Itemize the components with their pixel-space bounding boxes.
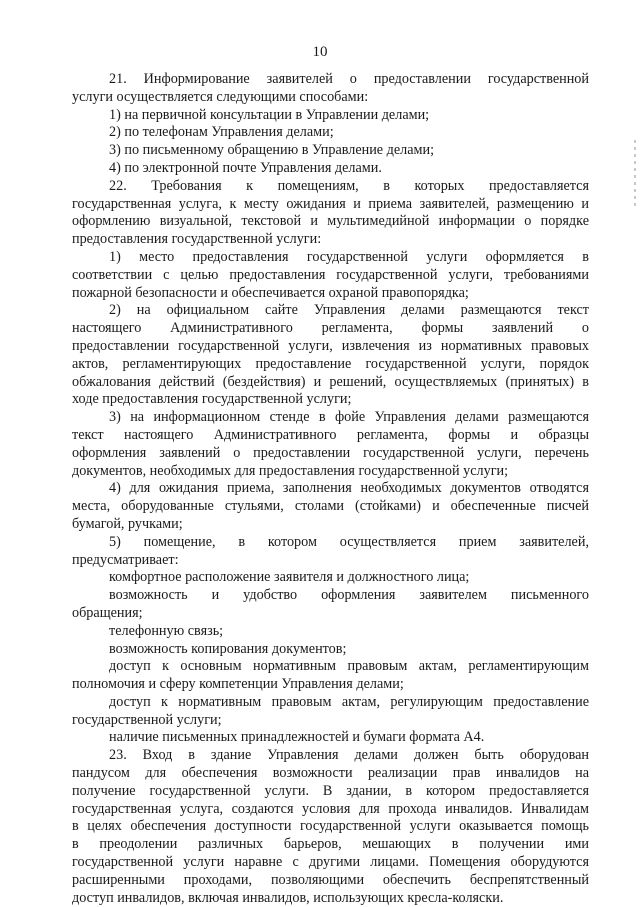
text-line: 2) на официальном сайте Управления делами размещаются текст xyxy=(109,302,589,319)
text-line: места, оборудованные стульями, столами (стойками) и обеспеченные писчей xyxy=(72,498,589,515)
text-line: 21. Информирование заявителей о предоставлении государственной xyxy=(109,71,589,87)
paragraph xyxy=(72,124,589,142)
text-line: документов, необходимых для предоставления государственной услуги; xyxy=(72,462,509,479)
text-line: бумагой, ручками; xyxy=(72,515,183,532)
text-line: доступ к основным нормативным правовым актам, регламентирующим xyxy=(109,658,589,675)
text-line: возможность копирования документов; xyxy=(109,640,347,657)
paragraph xyxy=(72,142,589,160)
paragraph xyxy=(72,534,589,570)
paragraph xyxy=(72,178,589,249)
paragraph xyxy=(72,658,589,694)
text-line: доступ инвалидов, включая инвалидов, использующих кресла-коляски. xyxy=(72,889,504,906)
text-line: в преодолении различных барьеров, мешающих в получении ими xyxy=(72,836,589,853)
paragraph xyxy=(72,694,589,730)
text-line: пандусом для обеспечения возможности реализации прав инвалидов на xyxy=(72,765,589,782)
paragraph xyxy=(72,747,589,907)
text-line: пожарной безопасности и обеспечивается охраной правопорядка; xyxy=(72,284,469,301)
text-line: полномочия и сферу компетенции Управления делами; xyxy=(72,676,404,693)
paragraph xyxy=(72,249,589,302)
text-line: 2) по телефонам Управления делами; xyxy=(109,124,334,141)
text-line: актов, регламентирующих предоставление государственной услуги, порядок xyxy=(72,355,589,372)
text-line: государственной услуги наравне с другими лицами. Помещения оборудуются xyxy=(72,854,589,871)
text-line: услуги осуществляется следующими способами: xyxy=(72,88,369,105)
paragraph xyxy=(72,160,589,178)
text-line: оформления заявлений о предоставлении государственной услуги, перечень xyxy=(72,444,589,461)
text-line: 3) по письменному обращению в Управление делами; xyxy=(109,142,435,159)
document-body xyxy=(72,71,589,907)
paragraph xyxy=(72,729,589,747)
paragraph xyxy=(72,587,589,623)
text-line: 1) на первичной консультации в Управлении делами; xyxy=(109,106,430,123)
text-line: оформлению визуальной, текстовой и мультимедийной информации о порядке xyxy=(72,213,589,230)
paragraph xyxy=(72,623,589,641)
page-number: 10 xyxy=(312,44,328,60)
text-line: предоставления государственной услуги: xyxy=(72,231,322,248)
text-line: 22. Требования к помещениям, в которых предоставляется xyxy=(109,177,589,194)
text-line: 4) для ожидания приема, заполнения необходимых документов отводятся xyxy=(109,480,589,497)
text-line: ходе предоставления государственной услуги; xyxy=(72,391,352,408)
text-line: предоставлении государственной услуги, извлечения из нормативных правовых xyxy=(72,337,589,354)
text-line: доступ к нормативным правовым актам, регулирующим предоставление xyxy=(109,693,589,710)
text-line: государственная услуга, к месту ожидания и приема заявителей, размещению и xyxy=(72,195,589,212)
paragraph xyxy=(72,107,589,125)
text-line: 23. Вход в здание Управления делами должен быть оборудован xyxy=(109,747,589,764)
text-line: государственная услуга, создаются условия для прохода инвалидов. Инвалидам xyxy=(72,800,589,817)
text-line: расширенными проходами, позволяющими обеспечить беспрепятственный xyxy=(72,871,589,888)
text-line: комфортное расположение заявителя и должностного лица; xyxy=(109,569,470,586)
text-line: настоящего Административного регламента, формы заявлений о xyxy=(72,320,589,337)
paragraph xyxy=(72,480,589,533)
text-line: 4) по электронной почте Управления делами. xyxy=(109,159,382,176)
paragraph xyxy=(72,641,589,659)
text-line: государственной услуги; xyxy=(72,711,222,728)
paragraph xyxy=(72,71,589,107)
scan-edge-mark xyxy=(634,140,636,210)
text-line: возможность и удобство оформления заявителем письменного xyxy=(109,587,589,604)
text-line: телефонную связь; xyxy=(109,622,224,639)
text-line: соответствии с целью предоставления государственной услуги, требованиями xyxy=(72,266,589,283)
text-line: 5) помещение, в котором осуществляется прием заявителей, xyxy=(109,533,589,550)
paragraph xyxy=(72,569,589,587)
text-line: текст настоящего Административного регламента, формы и образцы xyxy=(72,426,589,443)
text-line: наличие письменных принадлежностей и бумаги формата А4. xyxy=(109,729,485,746)
text-line: 3) на информационном стенде в фойе Управления делами размещаются xyxy=(109,409,589,426)
text-line: получение государственной услуги. В здании, в котором предоставляется xyxy=(72,782,589,799)
paragraph xyxy=(72,302,589,409)
text-line: 1) место предоставления государственной услуги оформляется в xyxy=(109,248,589,265)
text-line: обжалования действий (бездействия) и решений, осуществляемых (принятых) в xyxy=(72,373,589,390)
text-line: в целях обеспечения доступности государственной услуги оказывается помощь xyxy=(72,818,589,835)
text-line: обращения; xyxy=(72,604,143,621)
paragraph xyxy=(72,409,589,480)
text-line: предусматривает: xyxy=(72,551,179,568)
